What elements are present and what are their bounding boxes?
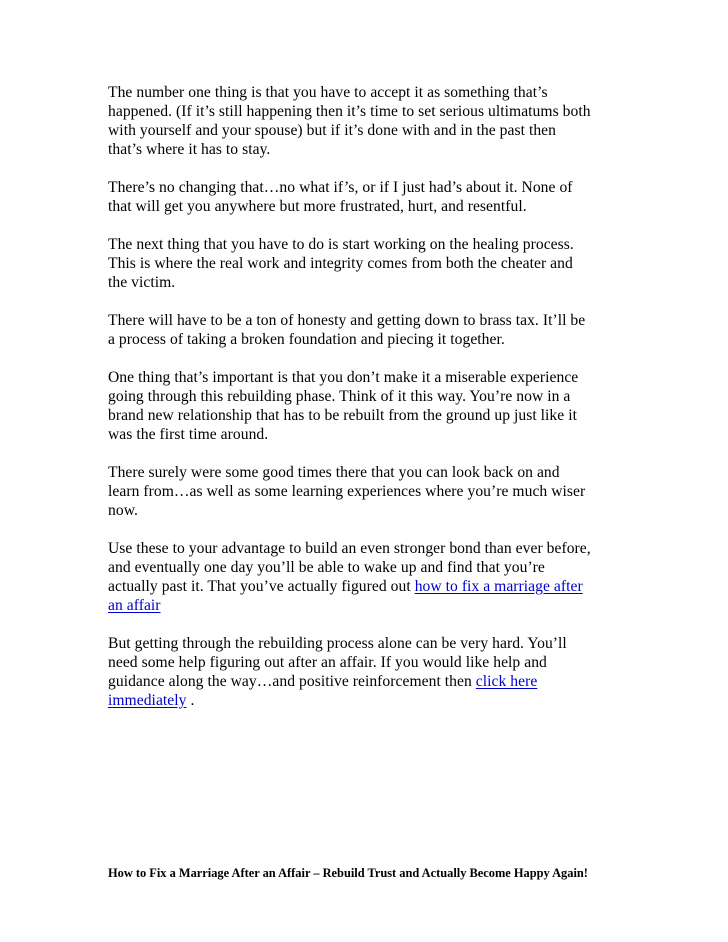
- text-line-with-link: [108, 691, 628, 710]
- text-line: was the first time around.: [108, 426, 269, 443]
- text-line: that’s where it has to stay.: [108, 141, 271, 158]
- text-line: a process of taking a broken foundation and piecing it together.: [108, 331, 505, 348]
- page-footer: How to Fix a Marriage After an Affair – Rebuild Trust and Actually Become Happy Again!: [108, 866, 588, 880]
- paragraph-healing: [108, 235, 628, 292]
- text-line: The next thing that you have to do is start working on the healing process.: [108, 236, 574, 253]
- text-line: Use these to your advantage to build an even stronger bond than ever before,: [108, 540, 591, 557]
- fix-marriage-link[interactable]: how to fix a marriage after: [414, 578, 583, 595]
- text-line: There surely were some good times there that you can look back on and: [108, 464, 560, 481]
- text-line: with yourself and your spouse) but if it’s done with and in the past then: [108, 122, 557, 139]
- text-line: that will get you anywhere but more frustrated, hurt, and resentful.: [108, 198, 527, 215]
- fix-marriage-link-continued[interactable]: an affair: [108, 597, 161, 614]
- text-line-with-link: [108, 672, 628, 691]
- text-line: One thing that’s important is that you don’t make it a miserable experience: [108, 369, 579, 386]
- text-line: now.: [108, 502, 138, 519]
- text-line: going through this rebuilding phase. Think of it this way. You’re now in a: [108, 388, 571, 405]
- text-line-with-link: [108, 577, 628, 596]
- paragraph-help: [108, 634, 628, 710]
- text-fragment: guidance along the way…and positive reinforcement then: [108, 673, 476, 690]
- text-line: This is where the real work and integrity comes from both the cheater and: [108, 255, 573, 272]
- text-line: But getting through the rebuilding process alone can be very hard. You’ll: [108, 635, 567, 652]
- text-fragment: .: [186, 692, 195, 709]
- text-line: the victim.: [108, 274, 176, 291]
- paragraph-rebuilding: [108, 368, 628, 444]
- text-line: There’s no changing that…no what if’s, or if I just had’s about it. None of: [108, 179, 573, 196]
- paragraph-accept: [108, 83, 628, 159]
- paragraph-advantage: [108, 539, 628, 615]
- paragraph-honesty: [108, 311, 628, 349]
- text-fragment: actually past it. That you’ve actually figured out: [108, 578, 415, 595]
- text-line-with-link: [108, 596, 628, 615]
- text-line: and eventually one day you’ll be able to wake up and find that you’re: [108, 559, 545, 576]
- paragraph-good-times: [108, 463, 628, 520]
- text-line: brand new relationship that has to be rebuilt from the ground up just like it: [108, 407, 577, 424]
- text-line: happened. (If it’s still happening then it’s time to set serious ultimatums both: [108, 103, 591, 120]
- text-line: learn from…as well as some learning experiences where you’re much wiser: [108, 483, 586, 500]
- text-line: The number one thing is that you have to accept it as something that’s: [108, 84, 548, 101]
- text-line: need some help figuring out after an affair. If you would like help and: [108, 654, 547, 671]
- paragraph-no-changing: [108, 178, 628, 216]
- click-here-link[interactable]: click here: [475, 673, 538, 690]
- text-line: There will have to be a ton of honesty and getting down to brass tax. It’ll be: [108, 312, 586, 329]
- click-here-link-continued[interactable]: immediately: [108, 692, 187, 709]
- article-body: [108, 83, 628, 729]
